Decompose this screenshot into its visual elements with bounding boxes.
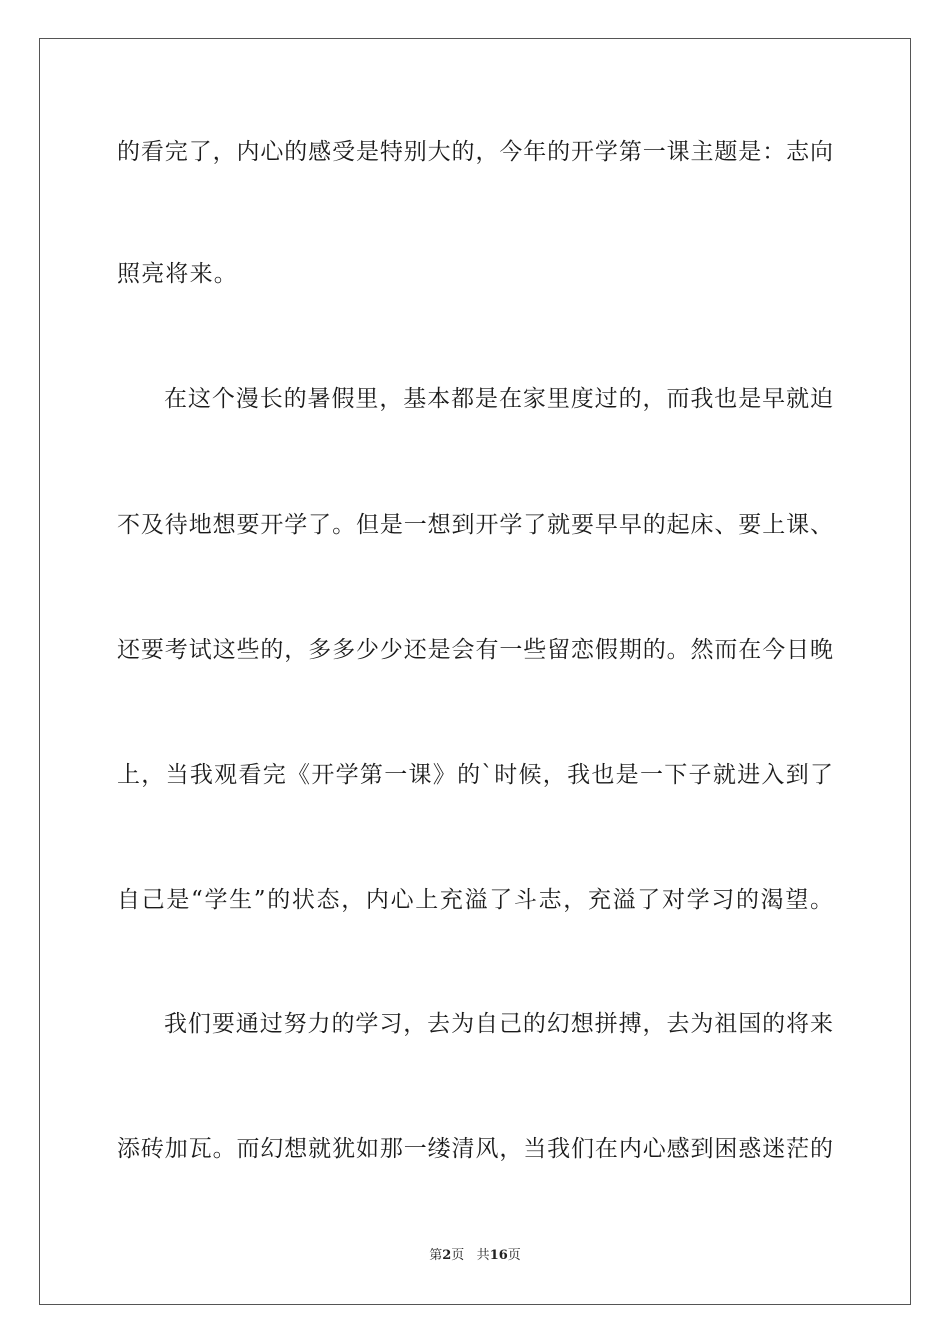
footer-total-suffix: 页 bbox=[507, 1248, 521, 1263]
footer-page-prefix: 第 bbox=[429, 1248, 443, 1263]
text-line-3: 在这个漫长的暑假里，基本都是在家里度过的，而我也是早就迫 bbox=[164, 386, 833, 412]
text-line-2: 照亮将来。 bbox=[117, 261, 238, 287]
footer-total-prefix: 共 bbox=[476, 1248, 490, 1263]
text-line-9: 添砖加瓦。而幻想就犹如那一缕清风，当我们在内心感到困惑迷茫的 bbox=[117, 1136, 833, 1162]
text-line-6: 上，当我观看完《开学第一课》的`时候，我也是一下子就进入到了 bbox=[117, 762, 833, 788]
text-line-4: 不及待地想要开学了。但是一想到开学了就要早早的起床、要上课、 bbox=[117, 512, 833, 538]
text-line-5: 还要考试这些的，多多少少还是会有一些留恋假期的。然而在今日晚 bbox=[117, 637, 833, 663]
footer-page-number: 2 bbox=[442, 1248, 452, 1263]
page-footer bbox=[0, 1247, 950, 1265]
text-line-8: 我们要通过努力的学习，去为自己的幻想拼搏，去为祖国的将来 bbox=[164, 1011, 833, 1037]
text-line-7: 自己是“学生”的状态，内心上充溢了斗志，充溢了对学习的渴望。 bbox=[117, 887, 833, 913]
footer-page-suffix: 页 bbox=[451, 1248, 465, 1263]
text-line-1: 的看完了，内心的感受是特别大的，今年的开学第一课主题是：志向 bbox=[117, 139, 833, 165]
page-border bbox=[39, 38, 911, 1305]
footer-total-pages: 16 bbox=[489, 1248, 508, 1263]
